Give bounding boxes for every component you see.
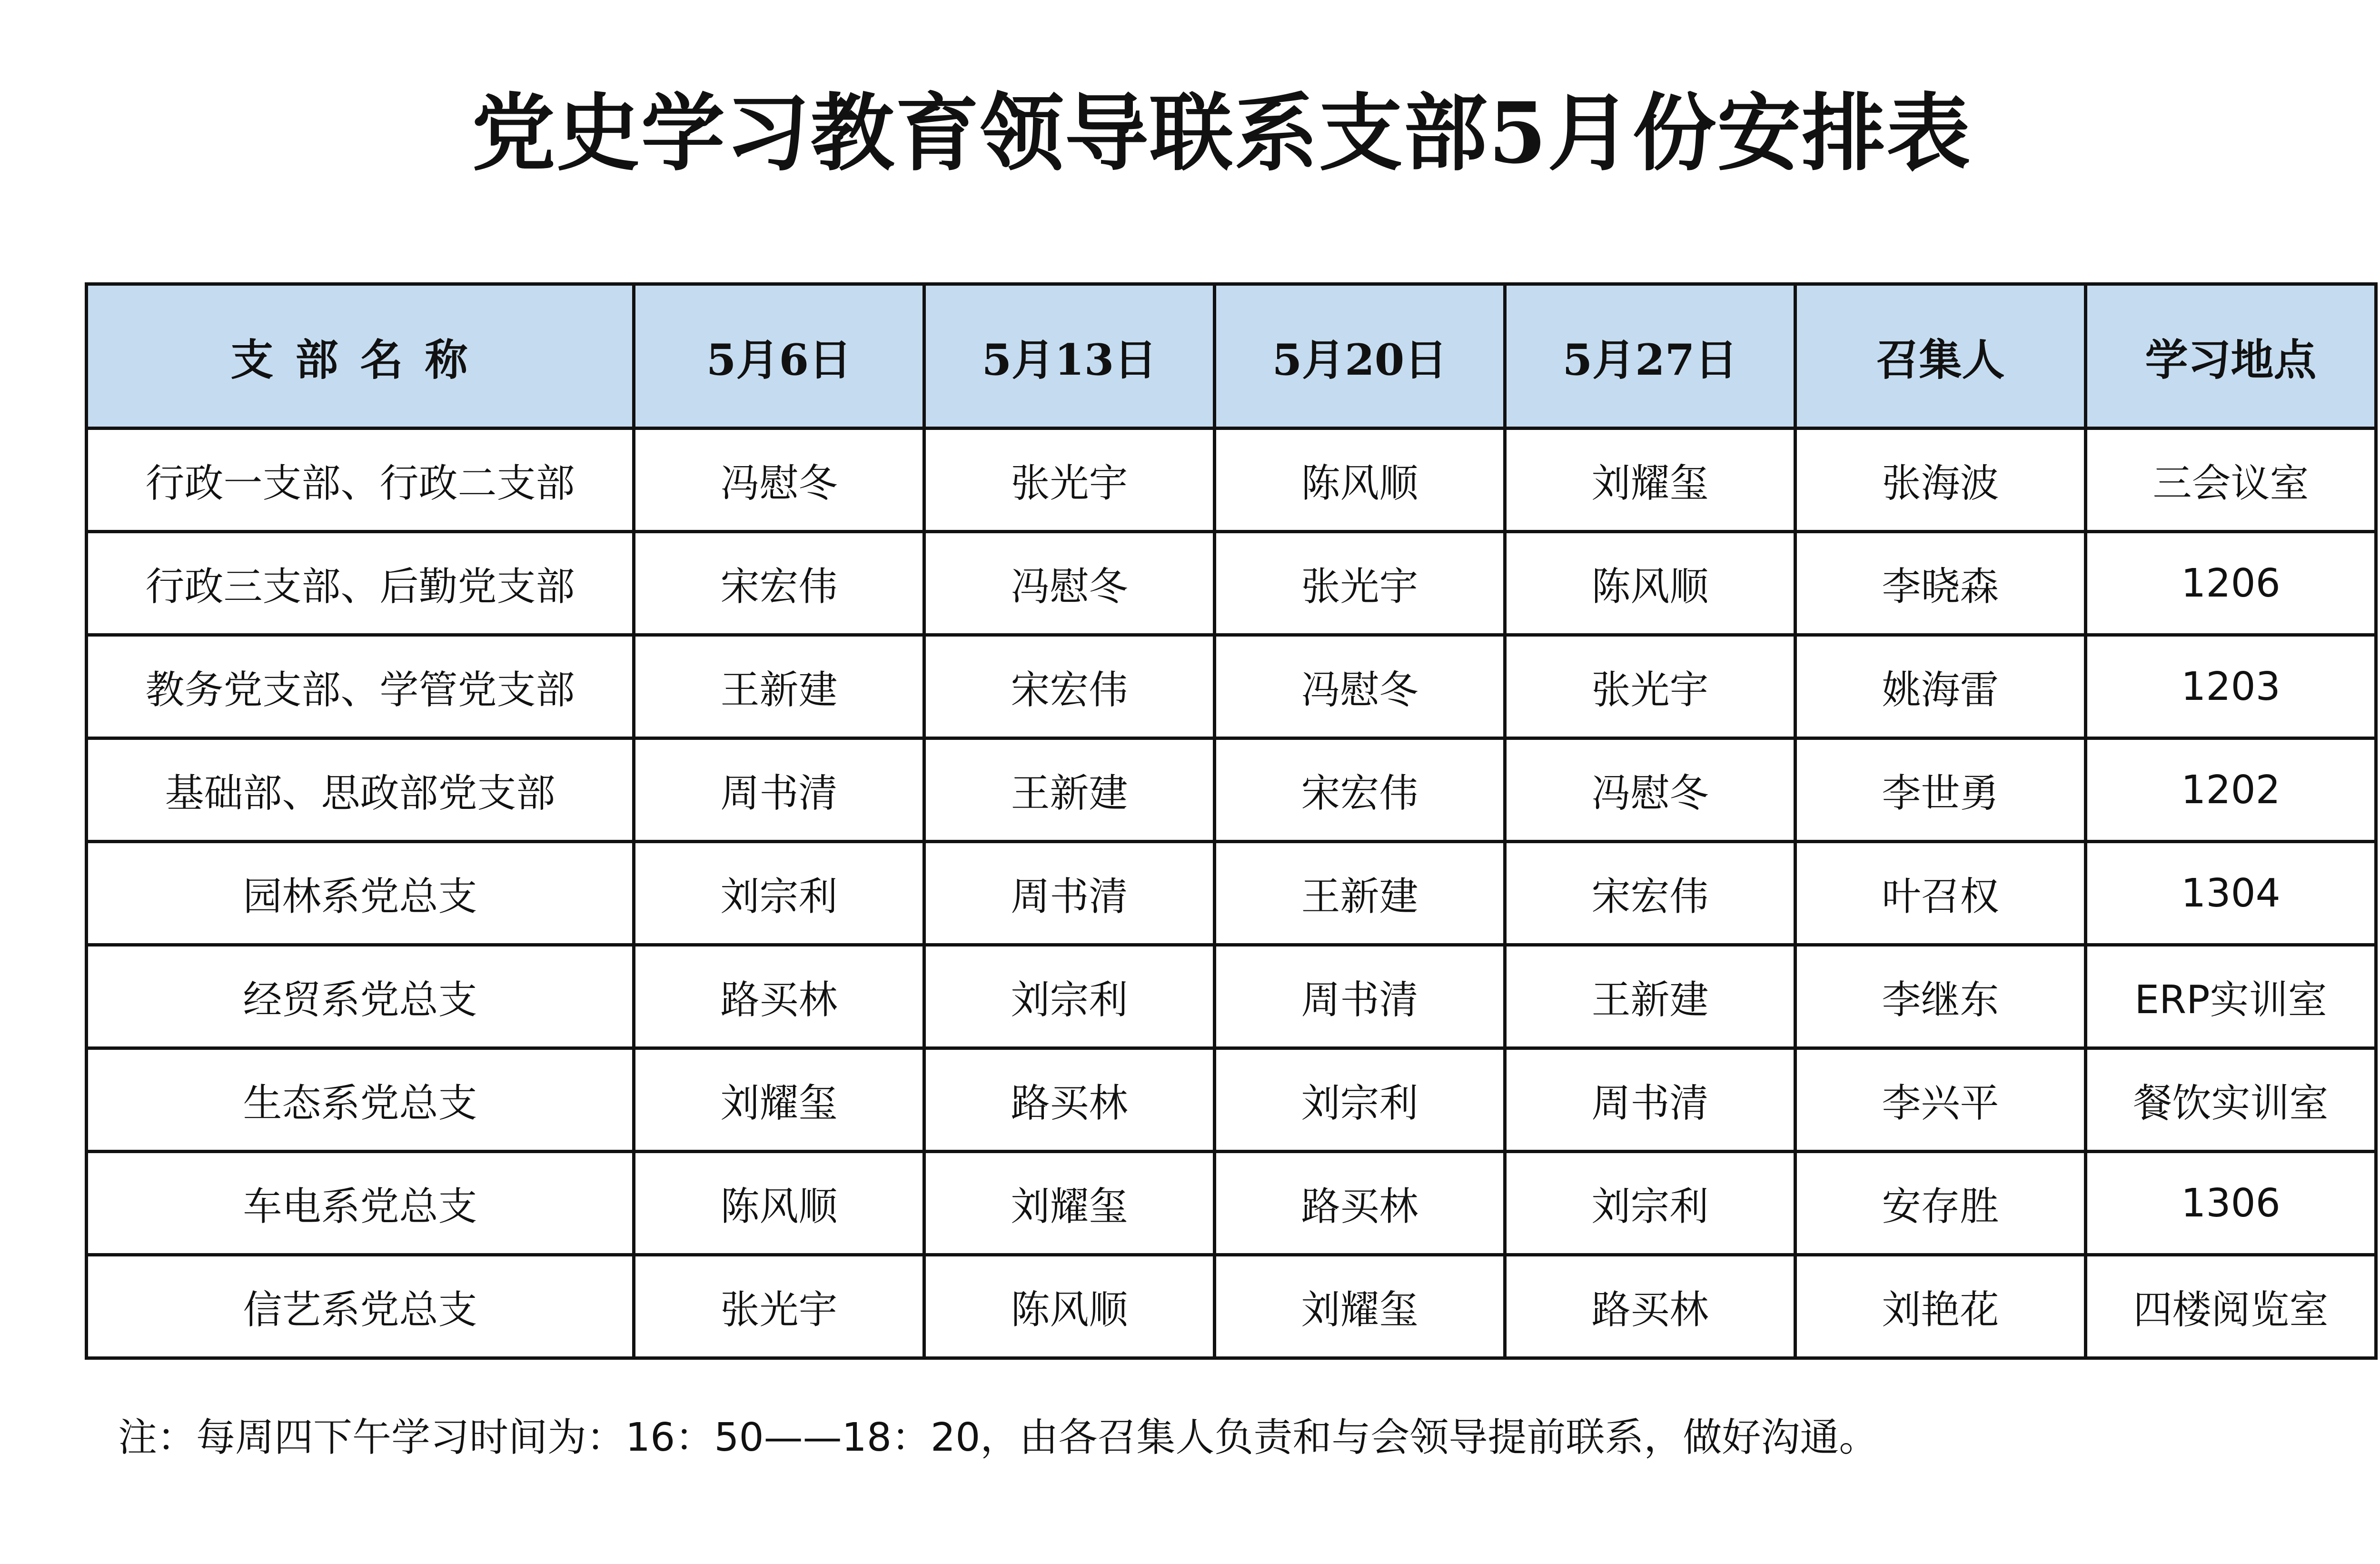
cell-branch: 园林系党总支: [87, 842, 634, 945]
cell-location: 1306: [2086, 1152, 2376, 1255]
cell-may-6: 刘耀玺: [634, 1048, 924, 1152]
cell-may-6: 王新建: [634, 635, 924, 738]
header-may-27: 5月27日: [1505, 284, 1795, 428]
cell-convener: 刘艳花: [1795, 1255, 2086, 1358]
cell-may-13: 刘耀玺: [924, 1152, 1215, 1255]
cell-convener: 张海波: [1795, 428, 2086, 532]
cell-convener: 李晓森: [1795, 532, 2086, 635]
header-convener: 召集人: [1795, 284, 2086, 428]
cell-may-20: 王新建: [1215, 842, 1505, 945]
cell-may-20: 张光宇: [1215, 532, 1505, 635]
cell-branch: 生态系党总支: [87, 1048, 634, 1152]
page-title: 党史学习教育领导联系支部5月份安排表: [471, 84, 1972, 182]
cell-may-20: 路买林: [1215, 1152, 1505, 1255]
footnote: 注：每周四下午学习时间为：16：50——18：20，由各召集人负责和与会领导提前联系，做好沟通。: [118, 1415, 1878, 1460]
cell-may-6: 刘宗利: [634, 842, 924, 945]
cell-location: 1206: [2086, 532, 2376, 635]
cell-location: 1203: [2086, 635, 2376, 738]
table-row: [87, 1255, 2376, 1358]
cell-location: 餐饮实训室: [2086, 1048, 2376, 1152]
cell-convener: 叶召权: [1795, 842, 2086, 945]
cell-may-13: 张光宇: [924, 428, 1215, 532]
cell-may-27: 陈风顺: [1505, 532, 1795, 635]
cell-branch: 经贸系党总支: [87, 945, 634, 1048]
table-row: [87, 738, 2376, 842]
cell-may-13: 宋宏伟: [924, 635, 1215, 738]
table-row: [87, 1048, 2376, 1152]
cell-branch: 教务党支部、学管党支部: [87, 635, 634, 738]
cell-may-20: 陈风顺: [1215, 428, 1505, 532]
cell-may-13: 刘宗利: [924, 945, 1215, 1048]
cell-may-6: 路买林: [634, 945, 924, 1048]
cell-branch: 基础部、思政部党支部: [87, 738, 634, 842]
cell-may-20: 刘宗利: [1215, 1048, 1505, 1152]
header-may-6: 5月6日: [634, 284, 924, 428]
table-row: [87, 842, 2376, 945]
cell-convener: 李兴平: [1795, 1048, 2086, 1152]
cell-may-27: 宋宏伟: [1505, 842, 1795, 945]
cell-may-13: 周书清: [924, 842, 1215, 945]
header-branch-name: 支部名称: [87, 284, 634, 428]
cell-may-27: 路买林: [1505, 1255, 1795, 1358]
cell-may-27: 张光宇: [1505, 635, 1795, 738]
cell-convener: 李世勇: [1795, 738, 2086, 842]
cell-location: 1202: [2086, 738, 2376, 842]
schedule-table: [85, 282, 2378, 1360]
cell-may-6: 冯慰冬: [634, 428, 924, 532]
table-row: [87, 428, 2376, 532]
cell-branch: 信艺系党总支: [87, 1255, 634, 1358]
cell-location: 三会议室: [2086, 428, 2376, 532]
cell-convener: 安存胜: [1795, 1152, 2086, 1255]
cell-may-20: 冯慰冬: [1215, 635, 1505, 738]
cell-may-13: 王新建: [924, 738, 1215, 842]
header-may-13: 5月13日: [924, 284, 1215, 428]
cell-may-27: 刘宗利: [1505, 1152, 1795, 1255]
cell-branch: 行政一支部、行政二支部: [87, 428, 634, 532]
cell-may-13: 陈风顺: [924, 1255, 1215, 1358]
header-may-20: 5月20日: [1215, 284, 1505, 428]
cell-may-13: 冯慰冬: [924, 532, 1215, 635]
cell-branch: 车电系党总支: [87, 1152, 634, 1255]
table-row: [87, 945, 2376, 1048]
cell-may-13: 路买林: [924, 1048, 1215, 1152]
cell-location: 四楼阅览室: [2086, 1255, 2376, 1358]
cell-may-6: 陈风顺: [634, 1152, 924, 1255]
cell-may-20: 周书清: [1215, 945, 1505, 1048]
cell-location: 1304: [2086, 842, 2376, 945]
cell-may-27: 王新建: [1505, 945, 1795, 1048]
table-header-row: [87, 284, 2376, 428]
table-row: [87, 1152, 2376, 1255]
cell-may-6: 张光宇: [634, 1255, 924, 1358]
cell-may-20: 刘耀玺: [1215, 1255, 1505, 1358]
table-row: [87, 532, 2376, 635]
table-row: [87, 635, 2376, 738]
cell-may-27: 冯慰冬: [1505, 738, 1795, 842]
cell-location: ERP实训室: [2086, 945, 2376, 1048]
cell-convener: 李继东: [1795, 945, 2086, 1048]
cell-branch: 行政三支部、后勤党支部: [87, 532, 634, 635]
cell-may-6: 宋宏伟: [634, 532, 924, 635]
cell-may-27: 周书清: [1505, 1048, 1795, 1152]
cell-may-20: 宋宏伟: [1215, 738, 1505, 842]
header-study-location: 学习地点: [2086, 284, 2376, 428]
cell-may-6: 周书清: [634, 738, 924, 842]
cell-convener: 姚海雷: [1795, 635, 2086, 738]
cell-may-27: 刘耀玺: [1505, 428, 1795, 532]
